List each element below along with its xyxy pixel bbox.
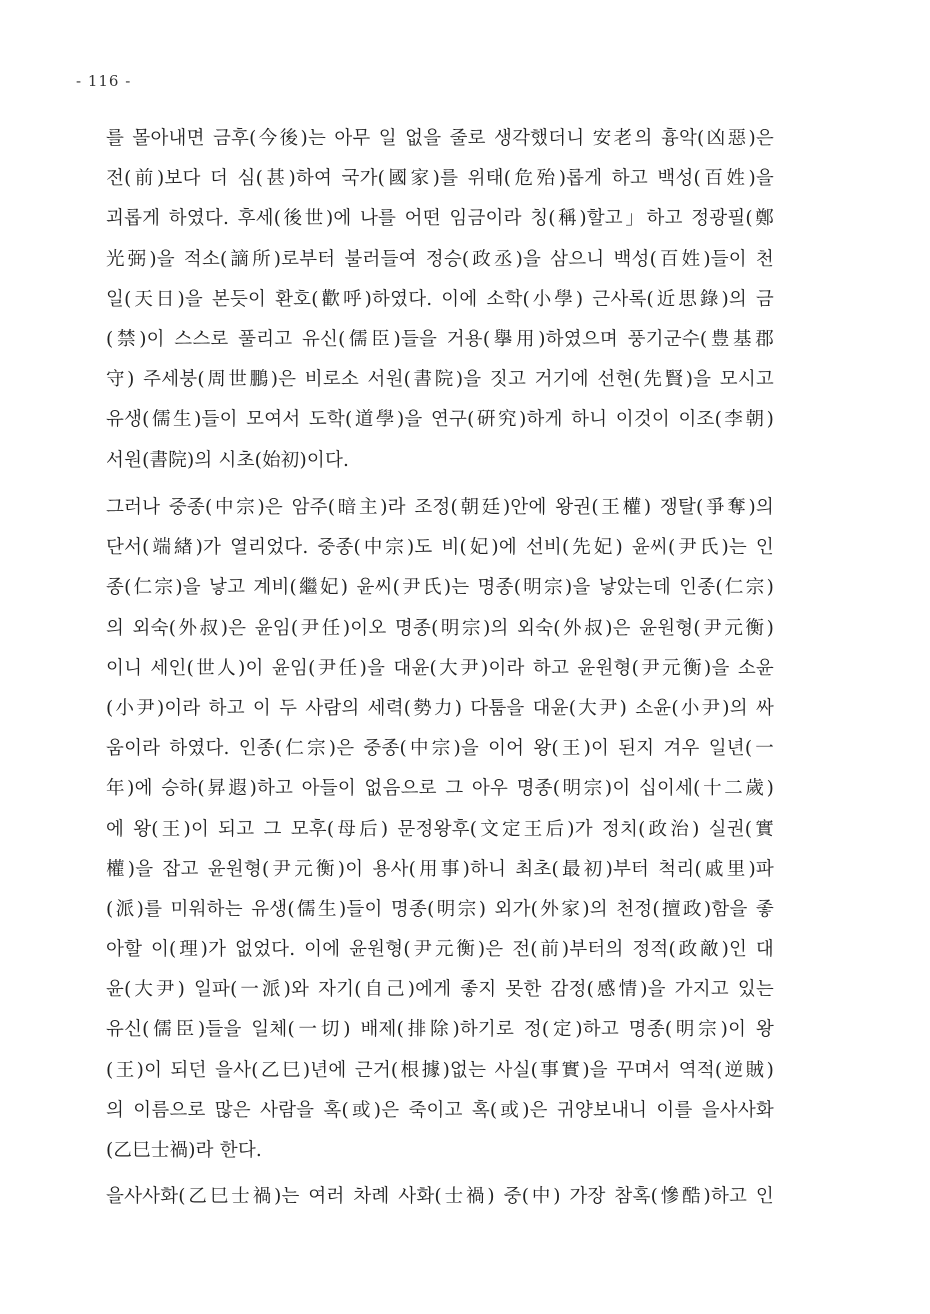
text-line: 의 외숙(外叔)은 윤임(尹任)이오 명종(明宗)의 외숙(外叔)은 윤원형(尹元衡) bbox=[106, 617, 774, 639]
text-line: 의 이름으로 많은 사람을 혹(或)은 죽이고 혹(或)은 귀양보내니 이를 을사사화 bbox=[106, 1099, 774, 1121]
text-line: 守) 주세붕(周世鵬)은 비로소 서원(書院)을 짓고 거기에 선현(先賢)을 모시고 bbox=[106, 369, 774, 391]
paragraph-2 bbox=[106, 488, 774, 1171]
text-line: (派)를 미워하는 유생(儒生)들이 명종(明宗) 외가(外家)의 천정(擅政)함을 좋 bbox=[106, 898, 774, 920]
text-line: 유생(儒生)들이 모여서 도학(道學)을 연구(硏究)하게 하니 이것이 이조(李朝) bbox=[106, 409, 774, 431]
text-line: 단서(端緖)가 열리었다. 중종(中宗)도 비(妃)에 선비(先妃) 윤씨(尹氏)는 인 bbox=[106, 537, 774, 559]
text-line: 괴롭게 하였다. 후세(後世)에 나를 어떤 임금이라 칭(稱)할고」하고 정광필(鄭 bbox=[106, 208, 774, 230]
text-line: 에 왕(王)이 되고 그 모후(母后) 문정왕후(文定王后)가 정치(政治) 실권(實 bbox=[106, 818, 774, 840]
text-line: 이니 세인(世人)이 윤임(尹任)을 대윤(大尹)이라 하고 윤원형(尹元衡)을 소윤 bbox=[106, 657, 774, 679]
text-line: 서원(書院)의 시초(始初)이다. bbox=[106, 449, 350, 471]
text-line: (王)이 되던 을사(乙巳)년에 근거(根據)없는 사실(事實)을 꾸며서 역적(逆賊) bbox=[106, 1059, 774, 1081]
text-line: 그러나 중종(中宗)은 암주(暗主)라 조정(朝廷)안에 왕권(王權) 쟁탈(爭奪)의 bbox=[106, 497, 774, 518]
text-line: 光弼)을 적소(謫所)로부터 불러들여 정승(政丞)을 삼으니 백성(百姓)들이 천 bbox=[106, 248, 774, 270]
text-line: 일(天日)을 본듯이 환호(歡呼)하였다. 이에 소학(小學) 근사록(近思錄)의 금 bbox=[106, 288, 774, 310]
text-line: (乙巳士禍)라 한다. bbox=[106, 1140, 263, 1161]
text-line: 종(仁宗)을 낳고 계비(繼妃) 윤씨(尹氏)는 명종(明宗)을 낳았는데 인종(仁宗) bbox=[106, 577, 774, 599]
text-line: 윤(大尹) 일파(一派)와 자기(自己)에게 좋지 못한 감정(感情)을 가지고 있는 bbox=[106, 979, 774, 1001]
paragraph-3 bbox=[106, 1177, 774, 1217]
text-line: 를 몰아내면 금후(今後)는 아무 일 없을 줄로 생각했더니 安老의 흉악(凶惡)은 bbox=[106, 128, 774, 149]
text-line: (小尹)이라 하고 이 두 사람의 세력(勢力) 다툼을 대윤(大尹) 소윤(小尹)의 싸 bbox=[106, 697, 774, 719]
text-line: 年)에 승하(昇遐)하고 아들이 없음으로 그 아우 명종(明宗)이 십이세(十二歲) bbox=[106, 778, 774, 800]
text-line: 을사사화(乙巳士禍)는 여러 차례 사화(士禍) 중(中) 가장 참혹(慘酷)하고 인 bbox=[106, 1186, 774, 1207]
text-line: 權)을 잡고 윤원형(尹元衡)이 용사(用事)하니 최초(最初)부터 척리(戚里)파 bbox=[106, 858, 774, 880]
page-number: - 116 - bbox=[76, 72, 132, 90]
paragraph-1 bbox=[106, 119, 774, 481]
text-line: 움이라 하였다. 인종(仁宗)은 중종(中宗)을 이어 왕(王)이 된지 겨우 일년(一 bbox=[106, 738, 774, 760]
text-line: (禁)이 스스로 풀리고 유신(儒臣)들을 거용(擧用)하였으며 풍기군수(豊基郡 bbox=[106, 328, 774, 350]
text-line: 전(前)보다 더 심(甚)하여 국가(國家)를 위태(危殆)롭게 하고 백성(百姓)을 bbox=[106, 168, 774, 190]
text-line: 유신(儒臣)들을 일체(一切) 배제(排除)하기로 정(定)하고 명종(明宗)이 왕 bbox=[106, 1019, 774, 1041]
text-line: 아할 이(理)가 없었다. 이에 윤원형(尹元衡)은 전(前)부터의 정적(政敵)인 대 bbox=[106, 939, 774, 961]
